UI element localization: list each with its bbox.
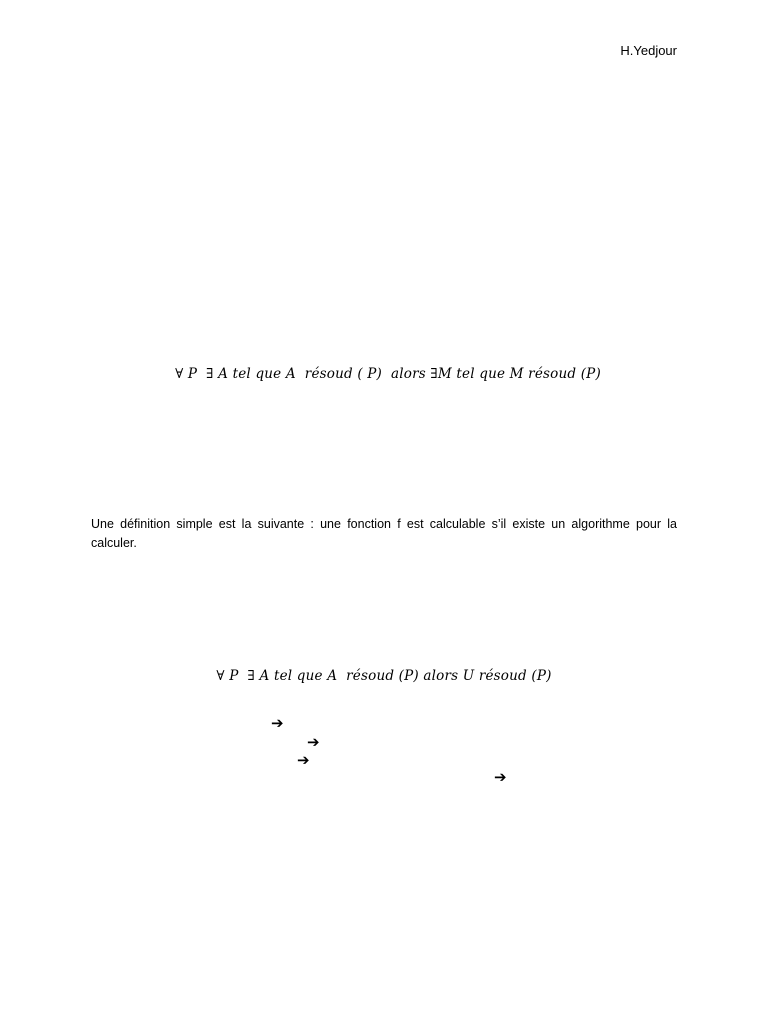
definition-paragraph: Une définition simple est la suivante : une fonction f est calculable s’il existe un algorithme pour la calculer. (91, 517, 677, 550)
formula-universal-machine: ∀ 𝑃 ∃ 𝐴 𝑡𝑒𝑙 𝑞𝑢𝑒 𝐴 𝑟é𝑠𝑜𝑢𝑑 (𝑃) 𝑎𝑙𝑜𝑟𝑠 𝑈 𝑟é𝑠𝑜𝑢𝑑 (𝑃) (216, 668, 552, 684)
author-name: H.Yedjour (620, 43, 677, 58)
arrow-icon: ➔ (297, 751, 310, 769)
arrow-icon: ➔ (307, 733, 320, 751)
formula-turing-machine: ∀ 𝑃 ∃ 𝐴 𝑡𝑒𝑙 𝑞𝑢𝑒 𝐴 𝑟é𝑠𝑜𝑢𝑑 ( 𝑃) 𝑎𝑙𝑜𝑟𝑠 ∃𝑀 𝑡𝑒𝑙 𝑞𝑢𝑒 𝑀 𝑟é𝑠𝑜𝑢𝑑 (𝑃) (175, 366, 601, 382)
arrow-icon: ➔ (271, 714, 284, 732)
arrow-icon: ➔ (494, 768, 507, 786)
